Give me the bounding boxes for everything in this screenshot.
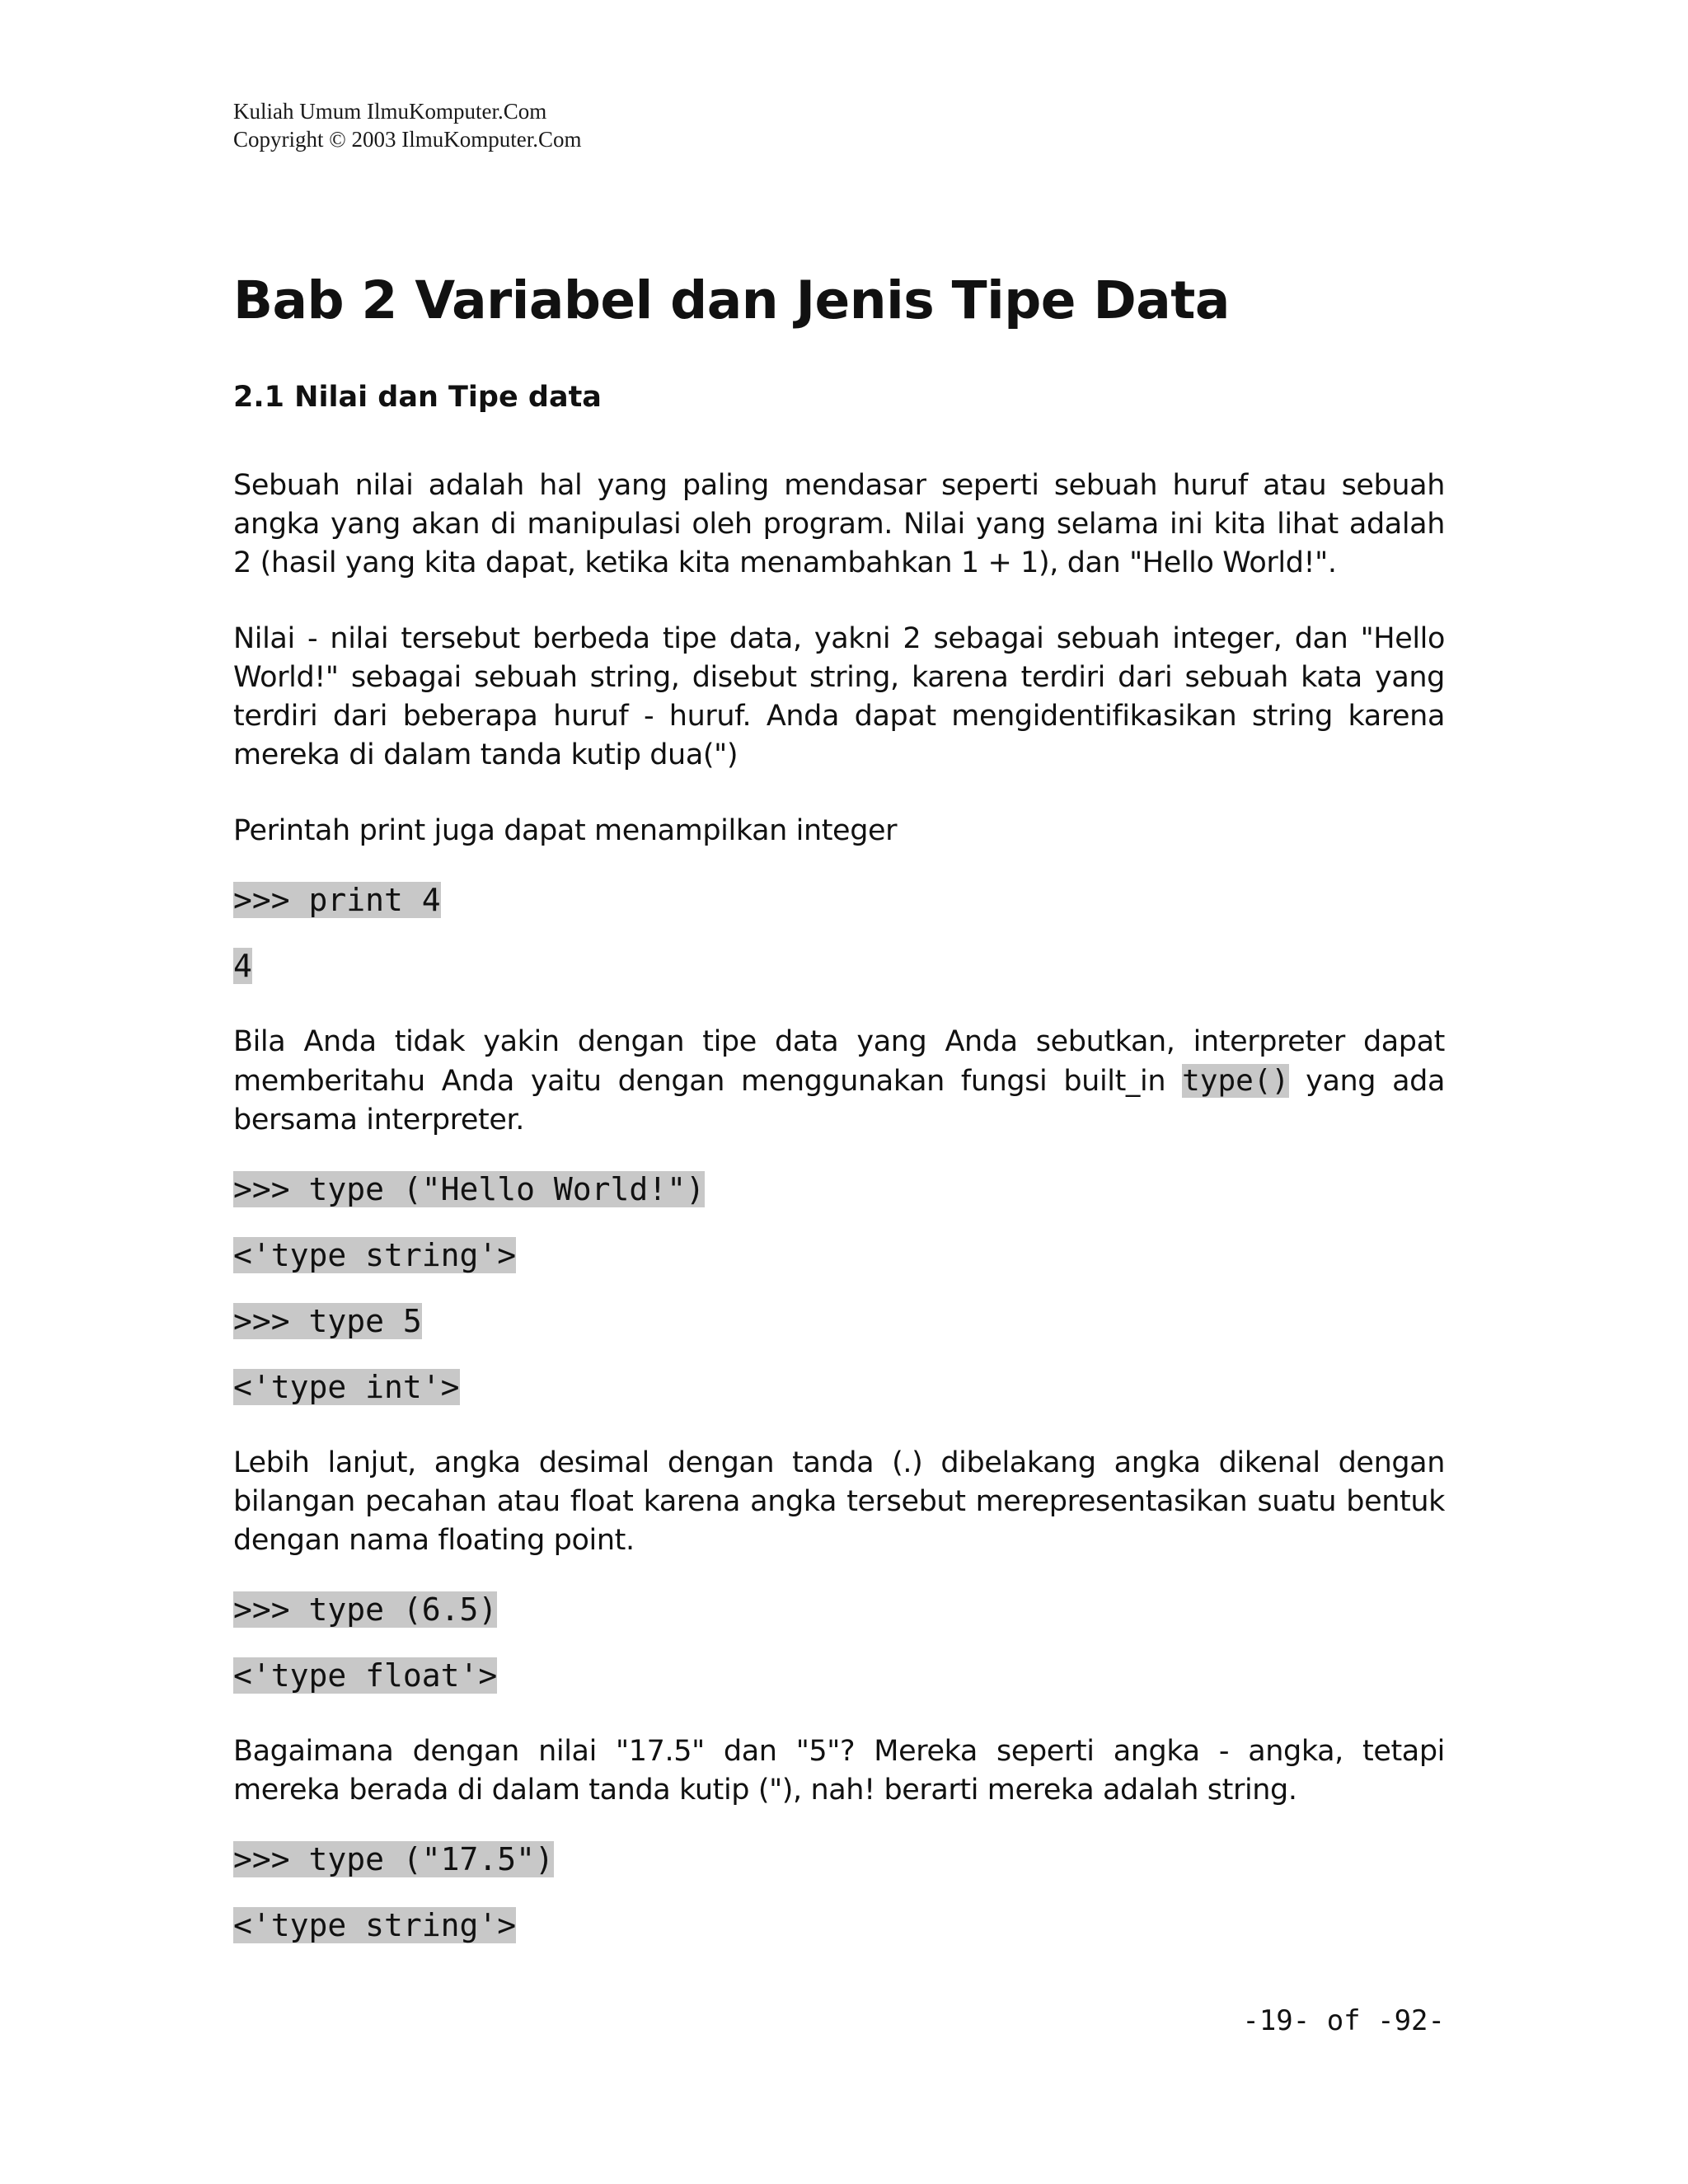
code-line [233,1235,1445,1275]
page-number: -19- of -92- [1242,2004,1445,2037]
code-line [233,946,1445,986]
section-title: 2.1 Nilai dan Tipe data [233,381,602,414]
paragraph-string-numbers: Bagaimana dengan nilai "17.5" dan "5"? Mereka seperti angka - angka, tetapi mereka berada di dalam tanda kutip ("), nah! berarti mereka adalah string. [233,1735,1445,1807]
paragraph-text: Bila Anda tidak yakin dengan tipe data yang Anda sebutkan, interpreter dapat memberitahu Anda yaitu dengan menggunakan fungsi built_in [233,1025,1445,1098]
code-line [233,1840,1445,1879]
paragraph-print-integer: Perintah print juga dapat menampilkan integer [233,814,898,847]
code-type-hello: >>> type ("Hello World!") [233,1171,705,1207]
code-line [233,1367,1445,1407]
code-output-string-2: <'type string'> [233,1907,517,1943]
code-line [233,1301,1445,1341]
code-line [233,1590,1445,1629]
code-line [233,1169,1445,1209]
code-line [233,880,1445,920]
header-copyright: Copyright © 2003 IlmuKomputer.Com [233,127,582,152]
inline-code-type: type() [1182,1064,1290,1098]
page-content [233,268,1445,1945]
paragraph-text: yang ada bersama interpreter. [233,1065,1446,1137]
code-output-string: <'type string'> [233,1237,517,1273]
paragraph-tipe-data: Nilai - nilai tersebut berbeda tipe data, yakni 2 sebagai sebuah integer, dan "Hello World!" sebagai sebuah string, disebut string, karena terdiri dari sebuah kata yang terdiri dari beberapa huruf - huruf. Anda dapat mengidentifikasikan string karena mereka di dalam tanda kutip dua(") [233,622,1445,771]
code-output-float: <'type float'> [233,1657,498,1694]
code-line [233,1656,1445,1695]
code-type-6-5: >>> type (6.5) [233,1591,498,1628]
page-header [233,97,582,153]
code-type-5: >>> type 5 [233,1303,422,1339]
code-print-4: >>> print 4 [233,882,441,918]
paragraph-nilai: Sebuah nilai adalah hal yang paling mendasar seperti sebuah huruf atau sebuah angka yang akan di manipulasi oleh program. Nilai yang selama ini kita lihat adalah 2 (hasil yang kita dapat, ketika kita menambahkan 1 + 1), dan "Hello World!". [233,469,1445,579]
header-line-1: Kuliah Umum IlmuKomputer.Com [233,99,547,124]
paragraph-type-function [233,1023,1445,1140]
code-output-4: 4 [233,948,252,984]
paragraph-float: Lebih lanjut, angka desimal dengan tanda (.) dibelakang angka dikenal dengan bilangan pecahan atau float karena angka tersebut merepresentasikan suatu bentuk dengan nama floating point. [233,1446,1445,1557]
code-type-17-5: >>> type ("17.5") [233,1841,554,1877]
code-output-int: <'type int'> [233,1369,460,1405]
chapter-title: Bab 2 Variabel dan Jenis Tipe Data [233,270,1230,330]
code-line [233,1905,1445,1945]
